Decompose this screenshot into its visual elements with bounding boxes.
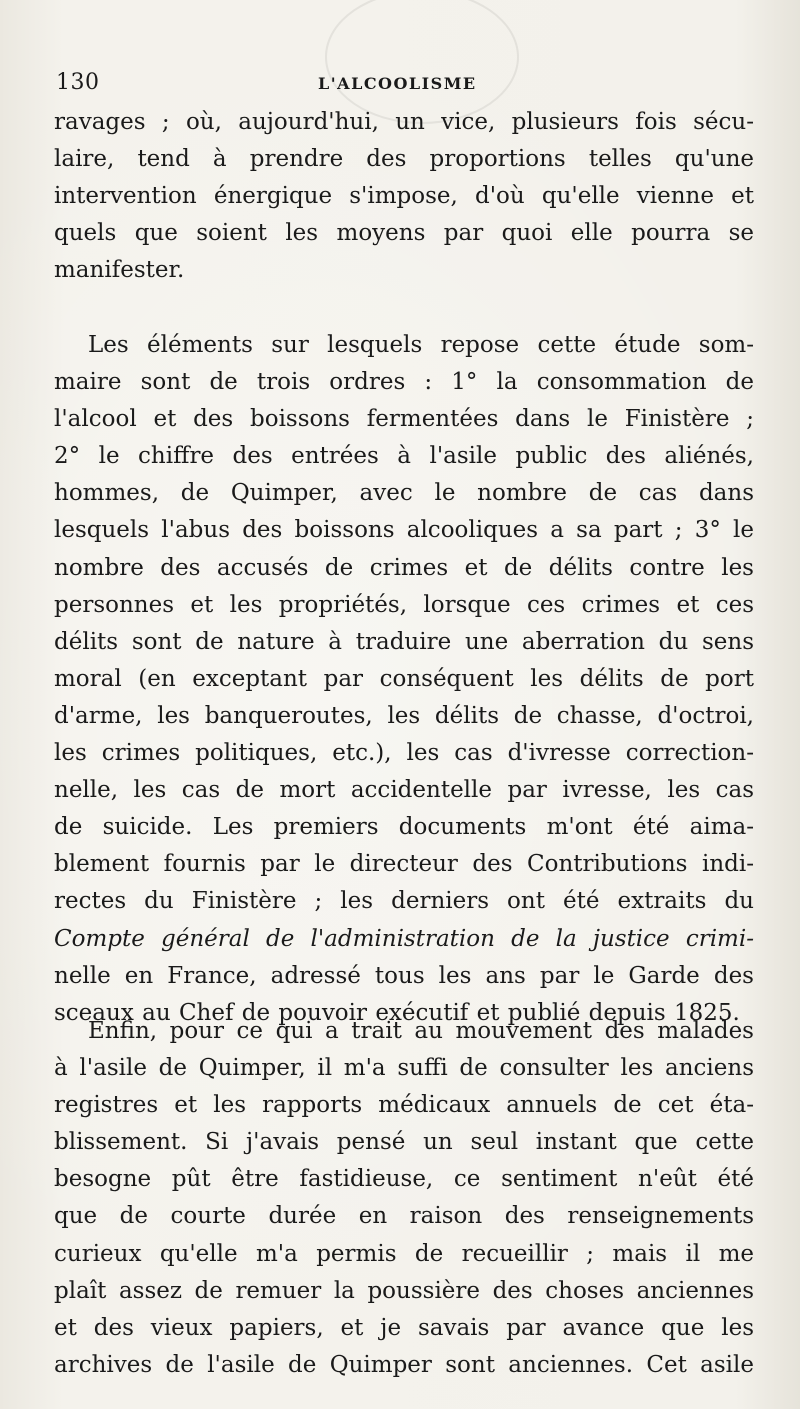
text-line: nelle, les cas de mort accidentelle par ivresse, les cas <box>54 777 754 804</box>
text-line: besogne pût être fastidieuse, ce sentiment n'eût été <box>54 1166 754 1193</box>
text-line: moral (en exceptant par conséquent les délits de port <box>54 665 754 692</box>
text-line: laire, tend à prendre des proportions telles qu'une <box>54 146 754 173</box>
text-line: lesquels l'abus des boissons alcooliques a sa part ; 3° le <box>54 517 754 544</box>
text-line: Enfin, pour ce qui a trait au mouvement des malades <box>88 1018 754 1044</box>
text-line: Les éléments sur lesquels repose cette étude som- <box>88 332 754 358</box>
text-line: blement fournis par le directeur des Contributions indi- <box>54 851 754 878</box>
text-line: rectes du Finistère ; les derniers ont été extraits du <box>54 888 754 915</box>
text-line: intervention énergique s'impose, d'où qu'elle vienne et <box>54 183 754 210</box>
text-line: manifester. <box>54 257 185 284</box>
text-line: registres et les rapports médicaux annuels de cet éta- <box>54 1092 754 1119</box>
text-line: curieux qu'elle m'a permis de recueillir ; mais il me <box>54 1240 754 1267</box>
page-header <box>56 70 760 100</box>
text-line: plaît assez de remuer la poussière des choses anciennes <box>54 1277 754 1304</box>
text-line: les crimes politiques, etc.), les cas d'ivresse correction- <box>54 740 754 767</box>
text-line: et des vieux papiers, et je savais par avance que les <box>54 1314 754 1341</box>
text-line: nelle en France, adressé tous les ans par le Garde des <box>54 962 754 989</box>
text-line: 2° le chiffre des entrées à l'asile public des aliénés, <box>54 443 754 470</box>
text-line: que de courte durée en raison des renseignements <box>54 1203 754 1230</box>
text-line: sceaux au Chef de pouvoir exécutif et publié depuis 1825. <box>54 999 740 1026</box>
paragraph-2 <box>54 327 754 1032</box>
text-line: de suicide. Les premiers documents m'ont été aima- <box>54 814 754 841</box>
text-line: d'arme, les banqueroutes, les délits de chasse, d'octroi, <box>54 702 754 729</box>
text-line: l'alcool et des boissons fermentées dans le Finistère ; <box>54 406 754 433</box>
page-number: 130 <box>56 70 100 95</box>
italic-text-line: Compte général de l'administration de la justice crimi- <box>54 925 754 952</box>
text-line: blissement. Si j'avais pensé un seul instant que cette <box>54 1129 754 1156</box>
text-line: personnes et les propriétés, lorsque ces crimes et ces <box>54 591 754 618</box>
paragraph-3 <box>54 1013 754 1384</box>
text-line: ravages ; où, aujourd'hui, un vice, plusieurs fois sécu- <box>54 109 754 135</box>
text-line: quels que soient les moyens par quoi elle pourra se <box>54 220 754 247</box>
running-title: L'ALCOOLISME <box>318 74 477 93</box>
text-line: hommes, de Quimper, avec le nombre de cas dans <box>54 480 754 507</box>
paragraph-1 <box>54 104 754 289</box>
text-line: nombre des accusés de crimes et de délits contre les <box>54 554 754 581</box>
text-line: à l'asile de Quimper, il m'a suffi de consulter les anciens <box>54 1055 754 1082</box>
text-line: archives de l'asile de Quimper sont anciennes. Cet asile <box>54 1351 754 1378</box>
text-line: délits sont de nature à traduire une aberration du sens <box>54 628 754 655</box>
text-line: maire sont de trois ordres : 1° la consommation de <box>54 369 754 396</box>
